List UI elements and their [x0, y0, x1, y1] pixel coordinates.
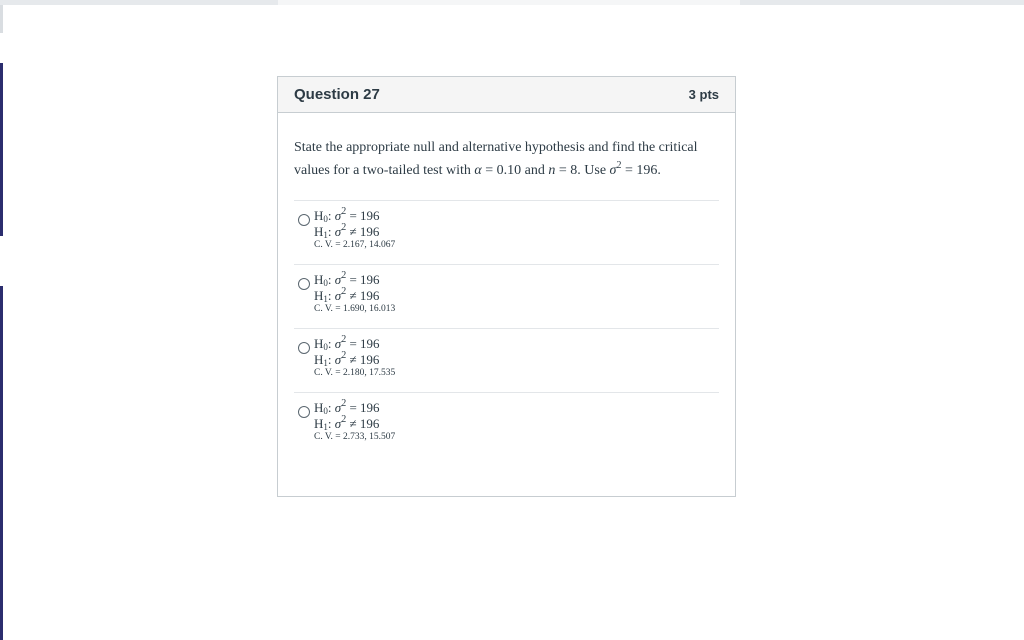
h0-exponent: 2: [341, 334, 347, 345]
alpha-clause: = 0.10 and: [481, 162, 549, 178]
h1-subscript: 1: [323, 294, 328, 304]
top-notch: [0, 5, 3, 33]
critical-values: C. V. = 1.690, 16.013: [314, 304, 396, 314]
critical-values: C. V. = 2.733, 15.507: [314, 432, 396, 442]
h1-sigma: σ: [334, 352, 342, 367]
h0-relation: = 196: [346, 208, 380, 223]
h0-sigma: σ: [334, 272, 342, 287]
h0-relation: = 196: [346, 336, 380, 351]
h1-exponent: 2: [341, 414, 347, 425]
top-strip-highlight: [278, 0, 740, 5]
answer-label: [314, 208, 395, 251]
null-hypothesis: [314, 272, 395, 288]
answer-label: [314, 336, 395, 379]
null-hypothesis: [314, 336, 395, 352]
h0-relation: = 196: [346, 400, 380, 415]
alt-hypothesis: [314, 224, 395, 240]
null-hypothesis: [314, 400, 395, 416]
h1-separator: :: [327, 352, 335, 367]
answer-option[interactable]: [294, 328, 719, 392]
h0-sigma: σ: [334, 336, 342, 351]
answer-radio[interactable]: [298, 278, 310, 290]
h1-sigma: σ: [334, 416, 342, 431]
h0-exponent: 2: [341, 206, 347, 217]
h0-separator: :: [327, 336, 335, 351]
alt-hypothesis: [314, 352, 395, 368]
h0-separator: :: [327, 400, 335, 415]
critical-values: C. V. = 2.167, 14.067: [314, 240, 396, 250]
left-accent-bar-top: [0, 63, 3, 236]
answer-radio[interactable]: [298, 342, 310, 354]
h1-separator: :: [327, 416, 335, 431]
n-clause: = 8. Use: [555, 162, 610, 178]
h0-relation: = 196: [346, 272, 380, 287]
h0-letter: H: [314, 336, 324, 351]
null-hypothesis: [314, 208, 395, 224]
h0-subscript: 0: [323, 342, 328, 352]
answer-option[interactable]: [294, 264, 719, 328]
question-title: Question 27: [294, 86, 380, 103]
answer-list: [294, 200, 719, 456]
alpha-symbol: α: [474, 162, 482, 178]
h0-subscript: 0: [323, 214, 328, 224]
sigma-exponent: 2: [616, 159, 622, 171]
answer-label: [314, 400, 395, 443]
h1-letter: H: [314, 288, 324, 303]
h0-letter: H: [314, 208, 324, 223]
question-header: [278, 77, 735, 113]
h1-sigma: σ: [334, 288, 342, 303]
h1-exponent: 2: [341, 350, 347, 361]
question-body: [278, 113, 735, 456]
prompt-text: State the appropriate null and alternative hypothesis and find the critical values for a two-tailed test with: [294, 140, 698, 178]
answer-radio[interactable]: [298, 214, 310, 226]
h1-sigma: σ: [334, 224, 342, 239]
h0-exponent: 2: [341, 398, 347, 409]
h1-relation: ≠ 196: [346, 224, 380, 239]
h0-separator: :: [327, 208, 335, 223]
sigma-symbol: σ: [609, 162, 617, 178]
n-symbol: n: [548, 162, 556, 178]
critical-values: C. V. = 2.180, 17.535: [314, 368, 396, 378]
alt-hypothesis: [314, 288, 395, 304]
h0-subscript: 0: [323, 278, 328, 288]
h1-relation: ≠ 196: [346, 288, 380, 303]
question-card: [277, 76, 736, 497]
sigma-value: = 196.: [621, 162, 661, 178]
h0-separator: :: [327, 272, 335, 287]
h1-letter: H: [314, 416, 324, 431]
question-prompt: [294, 137, 719, 182]
h0-sigma: σ: [334, 208, 342, 223]
answer-label: [314, 272, 395, 315]
h1-relation: ≠ 196: [346, 352, 380, 367]
h1-subscript: 1: [323, 422, 328, 432]
answer-radio[interactable]: [298, 406, 310, 418]
h1-subscript: 1: [323, 230, 328, 240]
h1-letter: H: [314, 352, 324, 367]
answer-option[interactable]: [294, 200, 719, 264]
h1-exponent: 2: [341, 286, 347, 297]
h1-exponent: 2: [341, 222, 347, 233]
h1-relation: ≠ 196: [346, 416, 380, 431]
h0-sigma: σ: [334, 400, 342, 415]
alt-hypothesis: [314, 416, 395, 432]
h0-letter: H: [314, 400, 324, 415]
h0-subscript: 0: [323, 406, 328, 416]
h1-separator: :: [327, 288, 335, 303]
h1-separator: :: [327, 224, 335, 239]
left-accent-bar-bottom: [0, 286, 3, 640]
h0-exponent: 2: [341, 270, 347, 281]
h1-letter: H: [314, 224, 324, 239]
answer-option[interactable]: [294, 392, 719, 456]
h0-letter: H: [314, 272, 324, 287]
h1-subscript: 1: [323, 358, 328, 368]
question-points: 3 pts: [688, 87, 719, 102]
